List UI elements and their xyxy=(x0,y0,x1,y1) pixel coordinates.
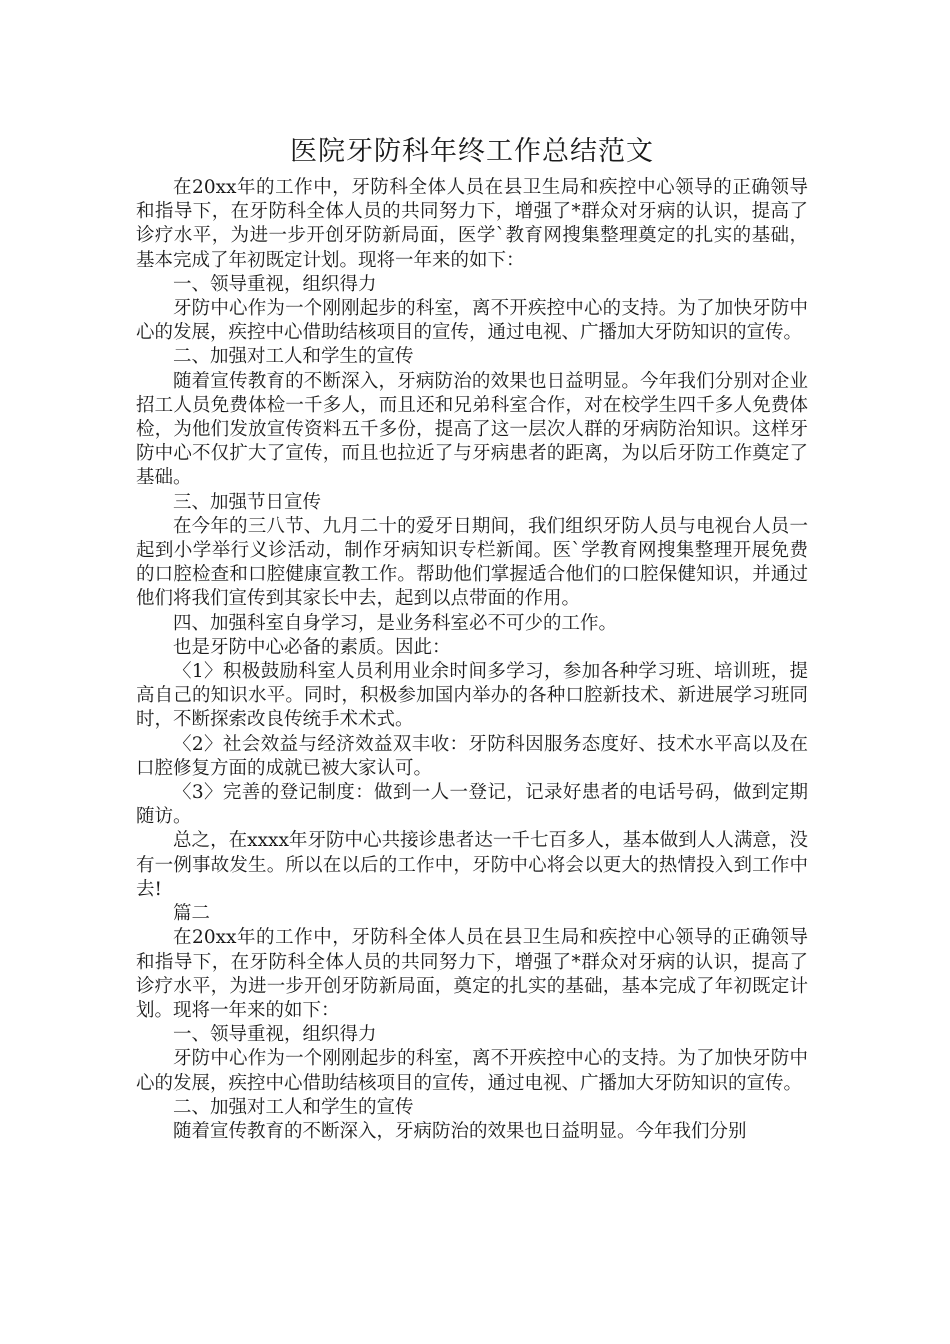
section-heading-2: 二、加强对工人和学生的宣传 xyxy=(173,346,414,368)
paragraph-1: 牙防中心作为一个刚刚起步的科室，离不开疾控中心的支持。为了加快牙防中心的发展，疾控中心借助结核项目的宣传，通过电视、广播加大牙防知识的宣传。 xyxy=(136,298,808,344)
list-item-2: 〈2〉社会效益与经济效益双丰收：牙防科因服务态度好、技术水平高以及在口腔修复方面的成就已被大家认可。 xyxy=(136,733,808,779)
section-heading-2b: 二、加强对工人和学生的宣传 xyxy=(173,1096,414,1118)
paragraph-conclusion: 总之，在xxxx年牙防中心共接诊患者达一千七百多人，基本做到人人满意，没有一例事故发生。所以在以后的工作中，牙防中心将会以更大的热情投入到工作中去! xyxy=(136,830,808,900)
paragraph-4: 也是牙防中心必备的素质。因此： xyxy=(173,636,451,658)
paragraph-intro-2: 在20xx年的工作中，牙防科全体人员在县卫生局和疾控中心领导的正确领导和指导下，在牙防科全体人员的共同努力下，增强了*群众对牙病的认识，提高了诊疗水平，为进一步开创牙防新局面，奠定的扎实的基础，基本完成了年初既定计划。现将一年来的如下： xyxy=(136,927,808,1021)
list-item-1: 〈1〉积极鼓励科室人员利用业余时间多学习，参加各种学习班、培训班，提高自己的知识水平。同时，积极参加国内举办的各种口腔新技术、新进展学习班同时，不断探索改良传统手术术式。 xyxy=(136,661,808,731)
document-title: 医院牙防科年终工作总结范文 xyxy=(290,136,654,167)
part-two-heading: 篇二 xyxy=(173,903,211,925)
paragraph-intro: 在20xx年的工作中，牙防科全体人员在县卫生局和疾控中心领导的正确领导和指导下，在牙防科全体人员的共同努力下，增强了*群众对牙病的认识，提高了诊疗水平，为进一步开创牙防新局面，医学`教育网搜集整理奠定的扎实的基础，基本完成了年初既定计划。现将一年来的如下： xyxy=(136,177,808,271)
paragraph-2: 随着宣传教育的不断深入，牙病防治的效果也日益明显。今年我们分别对企业招工人员免费体检一千多人，而且还和兄弟科室合作，对在校学生四千多人免费体检，为他们发放宣传资料五千多份，提高了这一层次人群的牙病防治知识。这样牙防中心不仅扩大了宣传，而且也拉近了与牙病患者的距离，为以后牙防工作奠定了基础。 xyxy=(136,370,808,489)
paragraph-3: 在今年的三八节、九月二十的爱牙日期间，我们组织牙防人员与电视台人员一起到小学举行义诊活动，制作牙病知识专栏新闻。医`学教育网搜集整理开展免费的口腔检查和口腔健康宣教工作。帮助他们掌握适合他们的口腔保健知识，并通过他们将我们宣传到其家长中去，起到以点带面的作用。 xyxy=(136,515,808,610)
section-heading-1: 一、领导重视，组织得力 xyxy=(173,273,377,295)
section-heading-1b: 一、领导重视，组织得力 xyxy=(173,1024,377,1046)
paragraph-1b: 牙防中心作为一个刚刚起步的科室，离不开疾控中心的支持。为了加快牙防中心的发展，疾控中心借助结核项目的宣传，通过电视、广播加大牙防知识的宣传。 xyxy=(136,1048,808,1094)
document-page xyxy=(136,132,808,1144)
paragraph-2b: 随着宣传教育的不断深入，牙病防治的效果也日益明显。今年我们分别 xyxy=(173,1120,747,1142)
section-heading-4: 四、加强科室自身学习，是业务科室必不可少的工作。 xyxy=(173,612,618,634)
list-item-3: 〈3〉完善的登记制度：做到一人一登记，记录好患者的电话号码，做到定期随访。 xyxy=(136,782,808,828)
section-heading-3: 三、加强节日宣传 xyxy=(173,491,322,513)
